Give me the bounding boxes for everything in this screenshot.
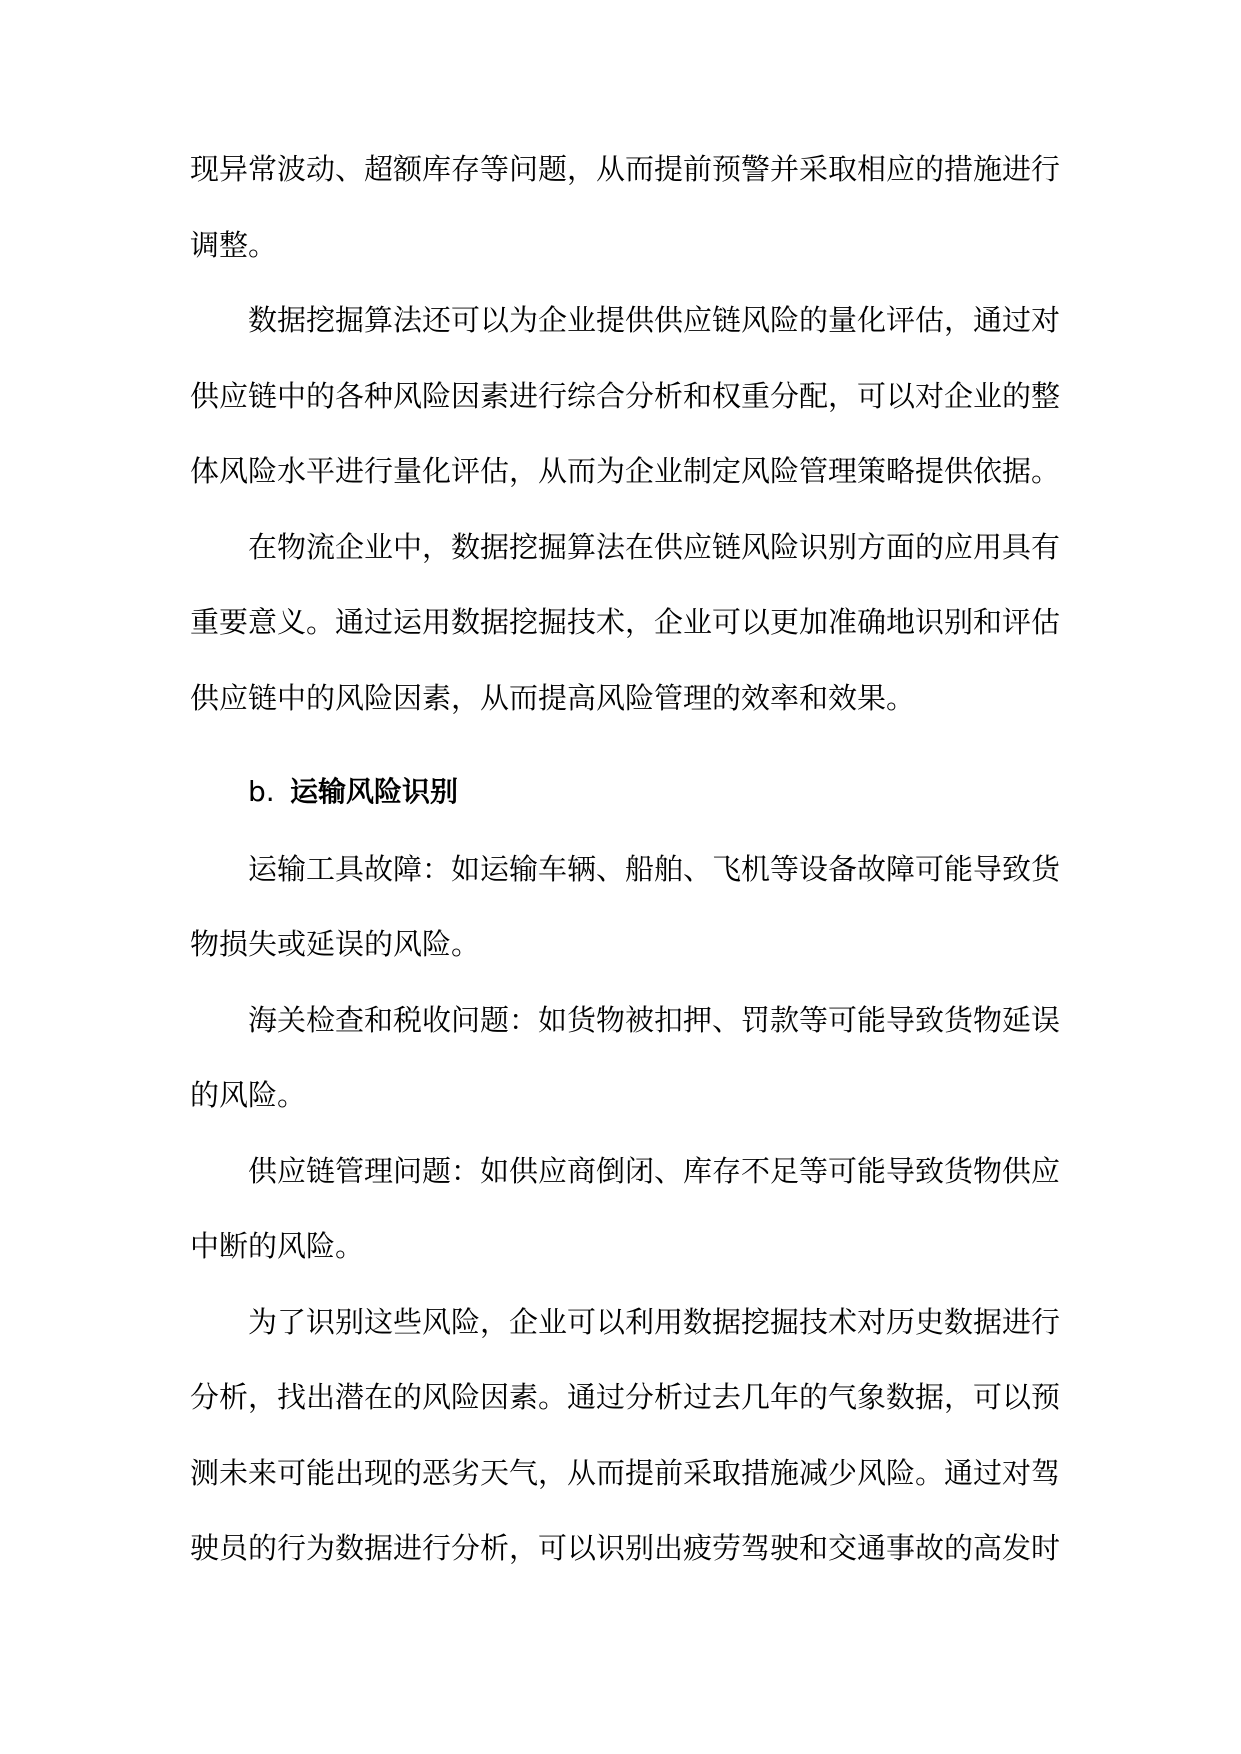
text-line: 中断的风险。 — [190, 1229, 365, 1263]
text-line: 物损失或延误的风险。 — [190, 927, 481, 961]
text-line: 驶员的行为数据进行分析，可以识别出疲劳驾驶和交通事故的高发时 — [190, 1531, 1061, 1565]
text-line: 海关检查和税收问题：如货物被扣押、罚款等可能导致货物延误 — [248, 1002, 1061, 1037]
document-body — [190, 132, 1061, 1587]
text-line: 供应链中的风险因素，从而提高风险管理的效率和效果。 — [190, 680, 916, 715]
text-line: 供应链管理问题：如供应商倒闭、库存不足等可能导致货物供应 — [248, 1153, 1061, 1188]
paragraph — [190, 132, 1061, 283]
section-marker: b. — [248, 775, 275, 808]
text-line: 重要意义。通过运用数据挖掘技术，企业可以更加准确地识别和评估 — [190, 605, 1061, 639]
text-line: 分析，找出潜在的风险因素。通过分析过去几年的气象数据，可以预 — [190, 1380, 1061, 1414]
paragraph — [190, 1285, 1061, 1587]
text-line: 为了识别这些风险，企业可以利用数据挖掘技术对历史数据进行 — [248, 1304, 1061, 1339]
text-line: 运输工具故障：如运输车辆、船舶、飞机等设备故障可能导致货 — [248, 851, 1061, 886]
paragraph — [190, 1134, 1061, 1285]
text-line: 现异常波动、超额库存等问题，从而提前预警并采取相应的措施进行 — [190, 152, 1061, 186]
text-line: 在物流企业中，数据挖掘算法在供应链风险识别方面的应用具有 — [248, 529, 1061, 564]
text-line: 数据挖掘算法还可以为企业提供供应链风险的量化评估，通过对 — [248, 303, 1061, 337]
section-heading — [190, 754, 1048, 830]
text-line: 体风险水平进行量化评估，从而为企业制定风险管理策略提供依据。 — [190, 454, 1061, 488]
text-line: 测未来可能出现的恶劣天气，从而提前采取措施减少风险。通过对驾 — [190, 1455, 1061, 1490]
paragraph — [190, 983, 1061, 1134]
text-line: 调整。 — [190, 227, 278, 262]
text-line: 的风险。 — [190, 1078, 307, 1112]
section-title: 运输风险识别 — [290, 775, 459, 808]
paragraph — [190, 283, 1061, 510]
text-line: 供应链中的各种风险因素进行综合分析和权重分配，可以对企业的整 — [190, 378, 1061, 413]
paragraph — [190, 832, 1061, 983]
paragraph — [190, 510, 1061, 737]
